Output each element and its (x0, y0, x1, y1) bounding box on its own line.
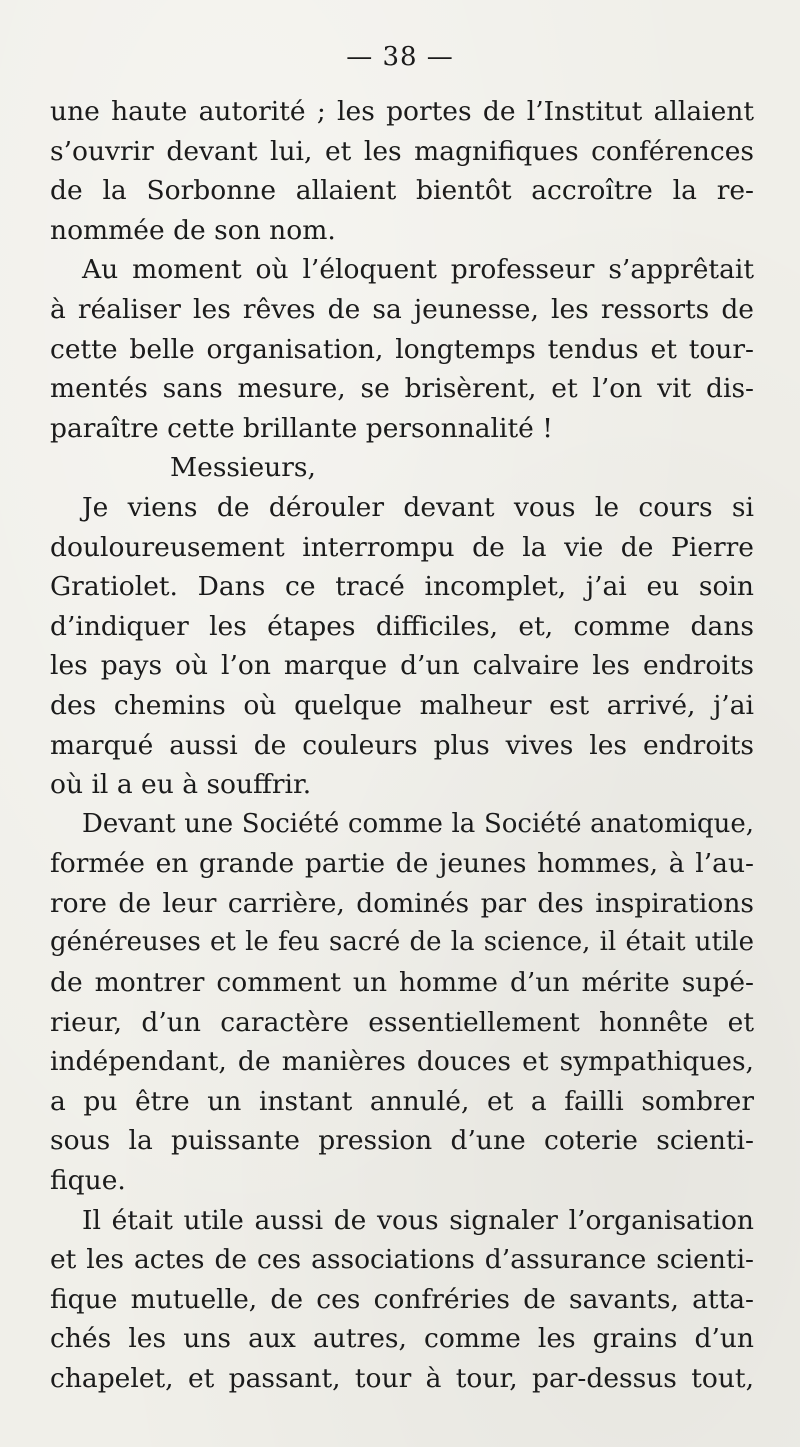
text-line: rore de leur carrière, dominés par des inspirations (50, 887, 754, 919)
text-line: à réaliser les rêves de sa jeunesse, les ressorts de (50, 293, 754, 325)
text-line: les pays où l’on marque d’un calvaire les endroits (50, 650, 754, 682)
page-number: — 38 — (346, 42, 454, 72)
text-line: Au moment où l’éloquent professeur s’apprêtait (82, 254, 754, 286)
text-line: s’ouvrir devant lui, et les magnifiques conférences (50, 135, 754, 167)
text-line: Gratiolet. Dans ce tracé incomplet, j’ai eu soin (50, 571, 754, 603)
text-line: des chemins où quelque malheur est arrivé, j’ai (50, 689, 754, 721)
text-line: de la Sorbonne allaient bientôt accroître la re- (50, 175, 754, 207)
text-line: fique mutuelle, de ces confréries de savants, atta- (50, 1283, 754, 1315)
text-line: douloureusement interrompu de la vie de Pierre (50, 531, 754, 563)
text-line: Messieurs, (170, 452, 316, 484)
text-line: d’indiquer les étapes difficiles, et, comme dans (50, 610, 754, 642)
text-line: a pu être un instant annulé, et a failli sombrer (50, 1085, 754, 1117)
text-line: formée en grande partie de jeunes hommes, à l’au- (50, 848, 754, 880)
text-line: et les actes de ces associations d’assurance scienti- (50, 1244, 754, 1276)
text-line: une haute autorité ; les portes de l’Institut allaient (50, 96, 754, 127)
text-line: fique. (50, 1165, 126, 1197)
text-line: mentés sans mesure, se brisèrent, et l’on vit dis- (50, 373, 754, 405)
body-text (50, 92, 754, 1399)
text-line: Il était utile aussi de vous signaler l’organisation (82, 1204, 754, 1236)
text-line: Devant une Société comme la Société anatomique, (82, 808, 754, 839)
text-line: Je viens de dérouler devant vous le cours si (82, 491, 754, 523)
text-line: indépendant, de manières douces et sympathiques, (50, 1046, 754, 1078)
text-line: marqué aussi de couleurs plus vives les endroits (50, 729, 754, 761)
text-line: chés les uns aux autres, comme les grains d’un (50, 1323, 754, 1355)
text-line: où il a eu à souffrir. (50, 769, 312, 801)
text-line: paraître cette brillante personnalité ! (50, 412, 553, 444)
text-line: chapelet, et passant, tour à tour, par-dessus tout, (50, 1363, 754, 1394)
text-line: nommée de son nom. (50, 214, 336, 246)
text-line: généreuses et le feu sacré de la science, il était utile (50, 927, 754, 958)
text-line: de montrer comment un homme d’un mérite supé- (50, 967, 754, 999)
text-line: rieur, d’un caractère essentiellement honnête et (50, 1006, 754, 1038)
text-line: sous la puissante pression d’une coterie scienti- (50, 1125, 754, 1157)
text-line: cette belle organisation, longtemps tendus et tour- (50, 333, 754, 365)
